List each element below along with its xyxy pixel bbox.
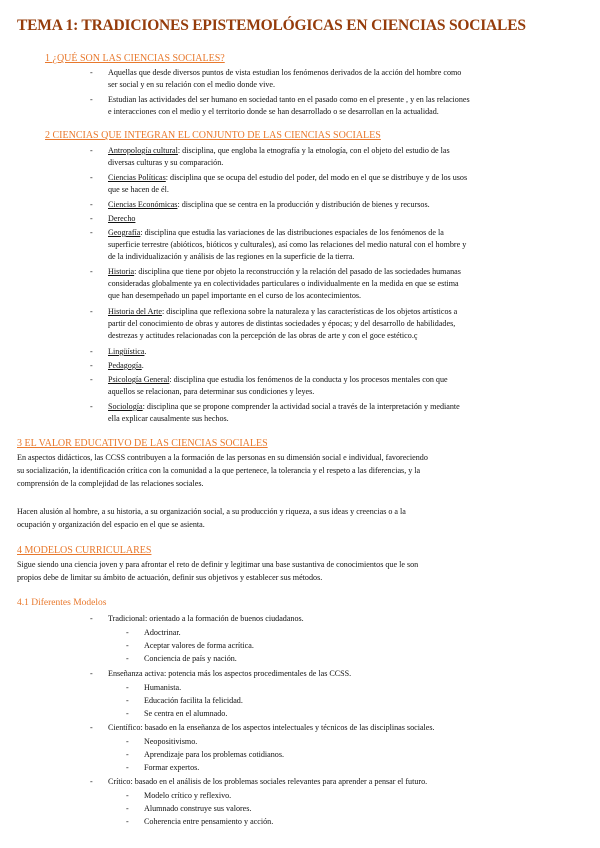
model-sub-item: Conciencia de país y nación.	[144, 654, 237, 663]
page-title: TEMA 1: TRADICIONES EPISTEMOLÓGICAS EN CIENCIAS SOCIALES	[17, 17, 526, 34]
s2-item-historia-arte-cont-1: partir del conocimiento de obras y autores de distintas sociedades y épocas; y del desarrollo de habilidades,	[108, 319, 456, 328]
desc: : disciplina que se ocupa del estudio del poder, del modo en el que se distribuye y de los usos	[165, 173, 468, 182]
s2-item-geografia	[108, 227, 444, 239]
model-sub-item: Aceptar valores de forma acrítica.	[144, 641, 254, 650]
model-sub-item: Educación facilita la felicidad.	[144, 696, 243, 705]
bullet: -	[126, 791, 129, 800]
s4-p1-line-2: propios debe de limitar su ámbito de actuación, definir sus objetivos y establecer sus métodos.	[17, 573, 323, 582]
bullet: -	[126, 737, 129, 746]
s2-item-pedagogia	[108, 360, 144, 372]
s2-item-antropologia-cont: diversas culturas y su comparación.	[108, 158, 224, 167]
section-2-heading: 2 CIENCIAS QUE INTEGRAN EL CONJUNTO DE LAS CIENCIAS SOCIALES	[45, 130, 381, 141]
term: Psicología General	[108, 375, 170, 384]
bullet: -	[90, 614, 93, 623]
section-4-heading: 4 MODELOS CURRICULARES	[17, 545, 152, 556]
desc: : disciplina, que engloba la etnografía y la etnología, con el objeto del estudio de las	[177, 146, 450, 155]
bullet: -	[126, 683, 129, 692]
s4-p1-line-1: Sigue siendo una ciencia joven y para afrontar el reto de definir y legitimar una base sustantiva de conocimientos que le son	[17, 560, 419, 569]
model-sub-item: Aprendizaje para los problemas cotidianos.	[144, 750, 285, 759]
s2-item-linguistica	[108, 346, 146, 358]
desc: : disciplina que se centra en la producción y distribución de bienes y recursos.	[177, 200, 430, 209]
bullet: -	[90, 267, 93, 276]
s2-item-geografia-cont-1: superficie terrestre (abióticos, bióticos y culturales), así como las relaciones del medio natural con el hombre y	[108, 240, 467, 249]
bullet: -	[90, 669, 93, 678]
subsection-4-1-heading: 4.1 Diferentes Modelos	[17, 598, 107, 608]
bullet: -	[126, 641, 129, 650]
model-sub-item: Humanista.	[144, 683, 182, 692]
s2-item-ciencias-politicas-cont: que se hacen de él.	[108, 185, 169, 194]
s2-item-ciencias-economicas	[108, 199, 430, 211]
s2-item-historia-cont-2: que han desempeñado un papel importante en el curso de los acontecimientos.	[108, 291, 362, 300]
model-tradicional: Tradicional: orientado a la formación de buenos ciudadanos.	[108, 614, 304, 623]
model-sub-item: Formar expertos.	[144, 763, 200, 772]
s2-item-historia	[108, 266, 461, 278]
model-sub-item: Se centra en el alumnado.	[144, 709, 228, 718]
bullet: -	[126, 709, 129, 718]
desc: : disciplina que estudia las variaciones de las distribuciones espaciales de los fenómenos de la	[140, 228, 444, 237]
s2-item-antropologia	[108, 145, 450, 157]
s2-item-sociologia	[108, 401, 460, 413]
bullet: -	[90, 347, 93, 356]
desc: : disciplina que reflexiona sobre la naturaleza y las características de los objetos artísticos a	[161, 307, 458, 316]
s1-item-1-line-1: Aquellas que desde diversos puntos de vista estudian los fenómenos derivados de la acción del hombre como	[108, 68, 462, 77]
s3-p2-line-2: ocupación y organización del espacio en el que se asienta.	[17, 520, 205, 529]
s2-item-historia-arte-cont-2: destrezas y actitudes relacionadas con la percepción de las obras de arte y con el goce estético.ç	[108, 331, 418, 340]
s3-p1-line-2: su socialización, la identificación crítica con la comunidad a la que pertenece, la tolerancia y el respeto a las diferencias, y la	[17, 466, 421, 475]
s2-item-psicologia-cont: aquellos se relacionan, para determinar sus condiciones y leyes.	[108, 387, 315, 396]
term: Sociología	[108, 402, 143, 411]
model-cientifico: Científico: basado en la enseñanza de los aspectos intelectuales y técnicos de las disciplinas sociales.	[108, 723, 435, 732]
bullet: -	[126, 817, 129, 826]
desc: .	[141, 361, 144, 370]
bullet: -	[126, 628, 129, 637]
bullet: -	[90, 173, 93, 182]
section-3-heading: 3 EL VALOR EDUCATIVO DE LAS CIENCIAS SOCIALES	[17, 438, 268, 449]
bullet: -	[90, 228, 93, 237]
s3-p1-line-1: En aspectos didácticos, las CCSS contribuyen a la formación de las personas en su dimensión social e individual, favoreciendo	[17, 453, 428, 462]
bullet: -	[90, 95, 93, 104]
s1-item-2-line-2: e interacciones con el medio y el territorio donde se han desarrollado o se desarrollan en la actualidad.	[108, 107, 439, 116]
term: Derecho	[108, 214, 136, 223]
s2-item-geografia-cont-2: de la individualización y análisis de las regiones en la superficie de la tierra.	[108, 252, 355, 261]
section-1-heading: 1 ¿QUÉ SON LAS CIENCIAS SOCIALES?	[45, 53, 225, 64]
term: Lingüística	[108, 347, 145, 356]
bullet: -	[126, 696, 129, 705]
bullet: -	[90, 375, 93, 384]
bullet: -	[90, 146, 93, 155]
desc: : disciplina que tiene por objeto la reconstrucción y la relación del pasado de las sociedades humanas	[134, 267, 461, 276]
s3-p1-line-3: comprensión de la complejidad de las relaciones sociales.	[17, 479, 204, 488]
s2-item-historia-cont-1: consideradas globalmente ya en colectividades particulares o individualmente en la medida en que se estima	[108, 279, 459, 288]
term: Pedagogía	[108, 361, 142, 370]
model-sub-item: Modelo crítico y reflexivo.	[144, 791, 232, 800]
term: Ciencias Políticas	[108, 173, 166, 182]
s2-item-sociologia-cont: ella explicar causalmente sus hechos.	[108, 414, 229, 423]
term: Antropología cultural	[108, 146, 178, 155]
s2-item-ciencias-politicas	[108, 172, 467, 184]
bullet: -	[126, 750, 129, 759]
model-sub-item: Coherencia entre pensamiento y acción.	[144, 817, 274, 826]
s2-item-psicologia	[108, 374, 448, 386]
term: Historia	[108, 267, 135, 276]
s2-item-derecho	[108, 213, 135, 225]
term: Ciencias Económicas	[108, 200, 178, 209]
model-ensenanza-activa: Enseñanza activa: potencia más los aspectos procedimentales de las CCSS.	[108, 669, 352, 678]
bullet: -	[90, 307, 93, 316]
s3-p2-line-1: Hacen alusión al hombre, a su historia, a su organización social, a su producción y riqueza, a sus ideas y creencias o a la	[17, 507, 406, 516]
s1-item-2-line-1: Estudian las actividades del ser humano en sociedad tanto en el pasado como en el presente , y en las relaciones	[108, 95, 470, 104]
bullet: -	[90, 723, 93, 732]
model-sub-item: Adoctrinar.	[144, 628, 181, 637]
model-critico: Crítico: basado en el análisis de los problemas sociales relevantes para aprender a pensar el futuro.	[108, 777, 428, 786]
model-sub-item: Alumnado construye sus valores.	[144, 804, 252, 813]
bullet: -	[90, 214, 93, 223]
model-sub-item: Neopositivismo.	[144, 737, 198, 746]
desc: : disciplina que estudia los fenómenos de la conducta y los procesos mentales con que	[169, 375, 448, 384]
s2-item-historia-arte	[108, 306, 457, 318]
bullet: -	[90, 68, 93, 77]
bullet: -	[126, 804, 129, 813]
term: Geografía	[108, 228, 141, 237]
bullet: -	[90, 361, 93, 370]
bullet: -	[126, 763, 129, 772]
bullet: -	[126, 654, 129, 663]
s1-item-1-line-2: ser social y en su relación con el medio donde vive.	[108, 80, 275, 89]
bullet: -	[90, 200, 93, 209]
bullet: -	[90, 402, 93, 411]
desc: .	[144, 347, 147, 356]
term: Historia del Arte	[108, 307, 162, 316]
desc: : disciplina que se propone comprender la actividad social a través de la interpretación y mediante	[142, 402, 460, 411]
bullet: -	[90, 777, 93, 786]
